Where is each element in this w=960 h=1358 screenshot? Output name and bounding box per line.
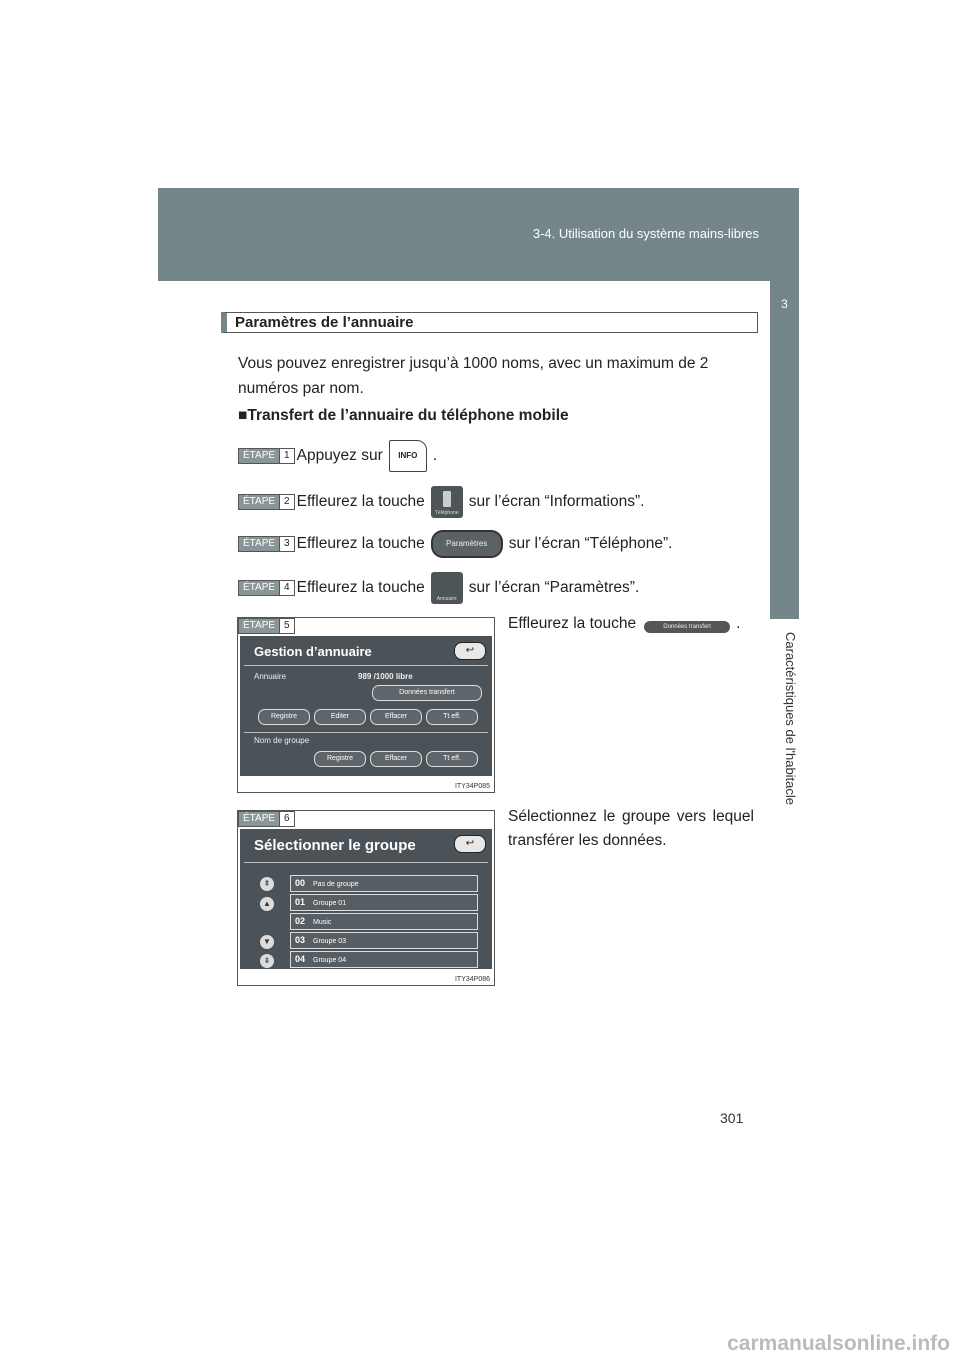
editer-button: Editer: [314, 709, 366, 725]
image-code: ITY34P085: [454, 783, 490, 790]
chapter-header: [158, 188, 799, 281]
image-code: ITY34P086: [454, 976, 490, 983]
step-badge: ÉTAPE 2: [238, 494, 295, 510]
watermark: carmanualsonline.info: [727, 1332, 950, 1355]
annuaire-button-icon: Annuaire: [431, 572, 463, 604]
page-number: 301: [720, 1110, 744, 1126]
group-row: 04 Groupe 04: [290, 951, 478, 968]
step-badge: ÉTAPE 6: [238, 811, 295, 827]
effacer-button: Effacer: [370, 751, 422, 767]
subheading: ■Transfert de l’annuaire du téléphone mobile: [238, 407, 569, 424]
chapter-side-label: Caractéristiques de l'habitacle: [783, 632, 798, 806]
screen-title: Sélectionner le groupe: [254, 837, 416, 854]
group-row: 00 Pas de groupe: [290, 875, 478, 892]
parametres-button-icon: Paramètres: [431, 530, 503, 558]
nom-groupe-label: Nom de groupe: [254, 736, 310, 745]
screen-title: Gestion d’annuaire: [254, 644, 372, 659]
step-3: ÉTAPE 3 Effleurez la touche Paramètres sur l’écran “Téléphone”.: [238, 530, 672, 558]
registre-button: Registre: [314, 751, 366, 767]
step-6-text: Sélectionnez le groupe vers lequel transférer les données.: [508, 808, 754, 849]
display-screen: [240, 829, 492, 969]
donnees-transfert-icon: Données transfert: [644, 621, 730, 633]
back-icon: ↩: [454, 835, 486, 853]
step-1: ÉTAPE 1 Appuyez sur INFO .: [238, 440, 437, 472]
group-row: 01 Groupe 01: [290, 894, 478, 911]
page-up-icon: ⇞: [260, 877, 274, 891]
up-arrow-icon: ▲: [260, 897, 274, 911]
back-icon: ↩: [454, 642, 486, 660]
group-row: 03 Groupe 03: [290, 932, 478, 949]
effacer-button: Effacer: [370, 709, 422, 725]
registre-button: Registre: [258, 709, 310, 725]
telephone-button-icon: Téléphone: [431, 486, 463, 518]
annuaire-label: Annuaire: [254, 672, 287, 681]
step-badge: ÉTAPE 3: [238, 536, 295, 552]
step-2: ÉTAPE 2 Effleurez la touche Téléphone sur l’écran “Informations”.: [238, 486, 644, 518]
intro-paragraph: Vous pouvez enregistrer jusqu’à 1000 noms, avec un maximum de 2 numéros par nom.: [238, 355, 709, 397]
down-arrow-icon: ▼: [260, 935, 274, 949]
screenshot-gestion-annuaire: [237, 617, 495, 793]
section-title: Paramètres de l’annuaire: [221, 312, 758, 333]
breadcrumb: 3-4. Utilisation du système mains-libres: [532, 226, 759, 241]
step-4: ÉTAPE 4 Effleurez la touche Annuaire sur l’écran “Paramètres”.: [238, 572, 639, 604]
page-down-icon: ⇟: [260, 954, 274, 968]
chapter-tab: [770, 281, 799, 619]
tout-effacer-button: Tt eff.: [426, 709, 478, 725]
info-button-icon: INFO: [389, 440, 427, 472]
screenshot-selectionner-groupe: [237, 810, 495, 986]
donnees-transfert-button: Données transfert: [372, 685, 482, 701]
display-screen: [240, 636, 492, 776]
annuaire-count: 989 /1000 libre: [358, 672, 413, 681]
step-badge: ÉTAPE 4: [238, 580, 295, 596]
step-5-text: Effleurez la touche Données transfert .: [508, 615, 741, 632]
group-row: 02 Music: [290, 913, 478, 930]
tout-effacer-button: Tt eff.: [426, 751, 478, 767]
step-badge: ÉTAPE 5: [238, 618, 295, 634]
chapter-number: 3: [781, 297, 788, 311]
step-badge: ÉTAPE 1: [238, 448, 295, 464]
